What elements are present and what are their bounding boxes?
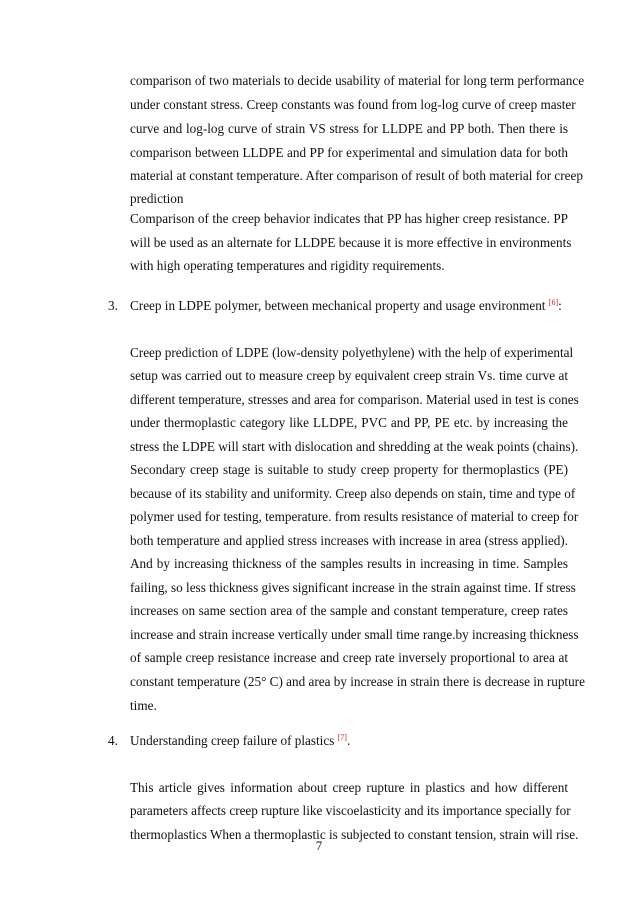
text-line: with high operating temperatures and rigidity requirements.	[130, 258, 445, 273]
heading-text: Understanding creep failure of plastics	[130, 733, 338, 748]
text-line: stress the LDPE will start with dislocation and shredding at the weak points (chains).	[130, 439, 579, 454]
citation-ref[interactable]: [7]	[337, 733, 347, 742]
heading-tail: :	[558, 298, 562, 313]
text-line: comparison between LLDPE and PP for experimental and simulation data for both	[130, 145, 568, 160]
text-line: polymer used for testing, temperature. from results resistance of material to creep for	[130, 509, 579, 524]
text-line: parameters affects creep rupture like viscoelasticity and its importance specially for	[130, 803, 571, 818]
citation-ref[interactable]: [6]	[548, 298, 559, 307]
text-line: comparison of two materials to decide usability of material for long term performance	[130, 73, 585, 88]
text-line: failing, so less thickness gives significant increase in the strain against time. If stress	[130, 580, 576, 595]
text-line: increase and strain increase vertically under small time range.by increasing thickness	[130, 627, 579, 642]
text-line: different temperature, stresses and area for comparison. Material used in test is cones	[130, 392, 579, 407]
text-line: Secondary creep stage is suitable to study creep property for thermoplastics (PE)	[130, 462, 568, 477]
text-line: both temperature and applied stress increases with increase in area (stress applied).	[130, 533, 568, 548]
text-line: under constant stress. Creep constants was found from log-log curve of creep master	[130, 97, 576, 112]
text-line: material at constant temperature. After comparison of result of both material for creep	[130, 168, 583, 183]
text-line: increases on same section area of the sample and constant temperature, creep rates	[130, 603, 568, 618]
text-line: curve and log-log curve of strain VS stress for LLDPE and PP both. Then there is	[130, 121, 568, 136]
list-number: 4.	[108, 733, 118, 748]
page-number: 7	[315, 838, 323, 853]
text-line: Creep prediction of LDPE (low-density polyethylene) with the help of experimental	[130, 345, 574, 360]
text-line: because of its stability and uniformity. Creep also depends on stain, time and type of	[130, 486, 576, 501]
text-line: thermoplastics When a thermoplastic is subjected to constant tension, strain will rise.	[130, 827, 579, 842]
text-line: prediction	[130, 191, 184, 206]
section-heading	[130, 297, 568, 315]
text-line: And by increasing thickness of the samples results in increasing in time. Samples	[130, 556, 568, 571]
heading-text: Creep in LDPE polymer, between mechanical property and usage environment	[130, 298, 549, 313]
section-heading	[130, 732, 568, 750]
text-line: will be used as an alternate for LLDPE because it is more effective in environments	[130, 235, 572, 250]
text-line: Comparison of the creep behavior indicates that PP has higher creep resistance. PP	[130, 211, 568, 226]
text-line: time.	[130, 698, 157, 713]
heading-tail: .	[346, 733, 351, 748]
text-line: This article gives information about creep rupture in plastics and how different	[130, 780, 568, 795]
list-number: 3.	[108, 298, 118, 313]
text-line: under thermoplastic category like LLDPE, PVC and PP, PE etc. by increasing the	[130, 415, 568, 430]
text-line: constant temperature (25° C) and area by increase in strain there is decrease in rupture	[130, 674, 585, 689]
text-line: of sample creep resistance increase and creep rate inversely proportional to area at	[130, 650, 568, 665]
text-line: setup was carried out to measure creep by equivalent creep strain Vs. time curve at	[130, 368, 568, 383]
